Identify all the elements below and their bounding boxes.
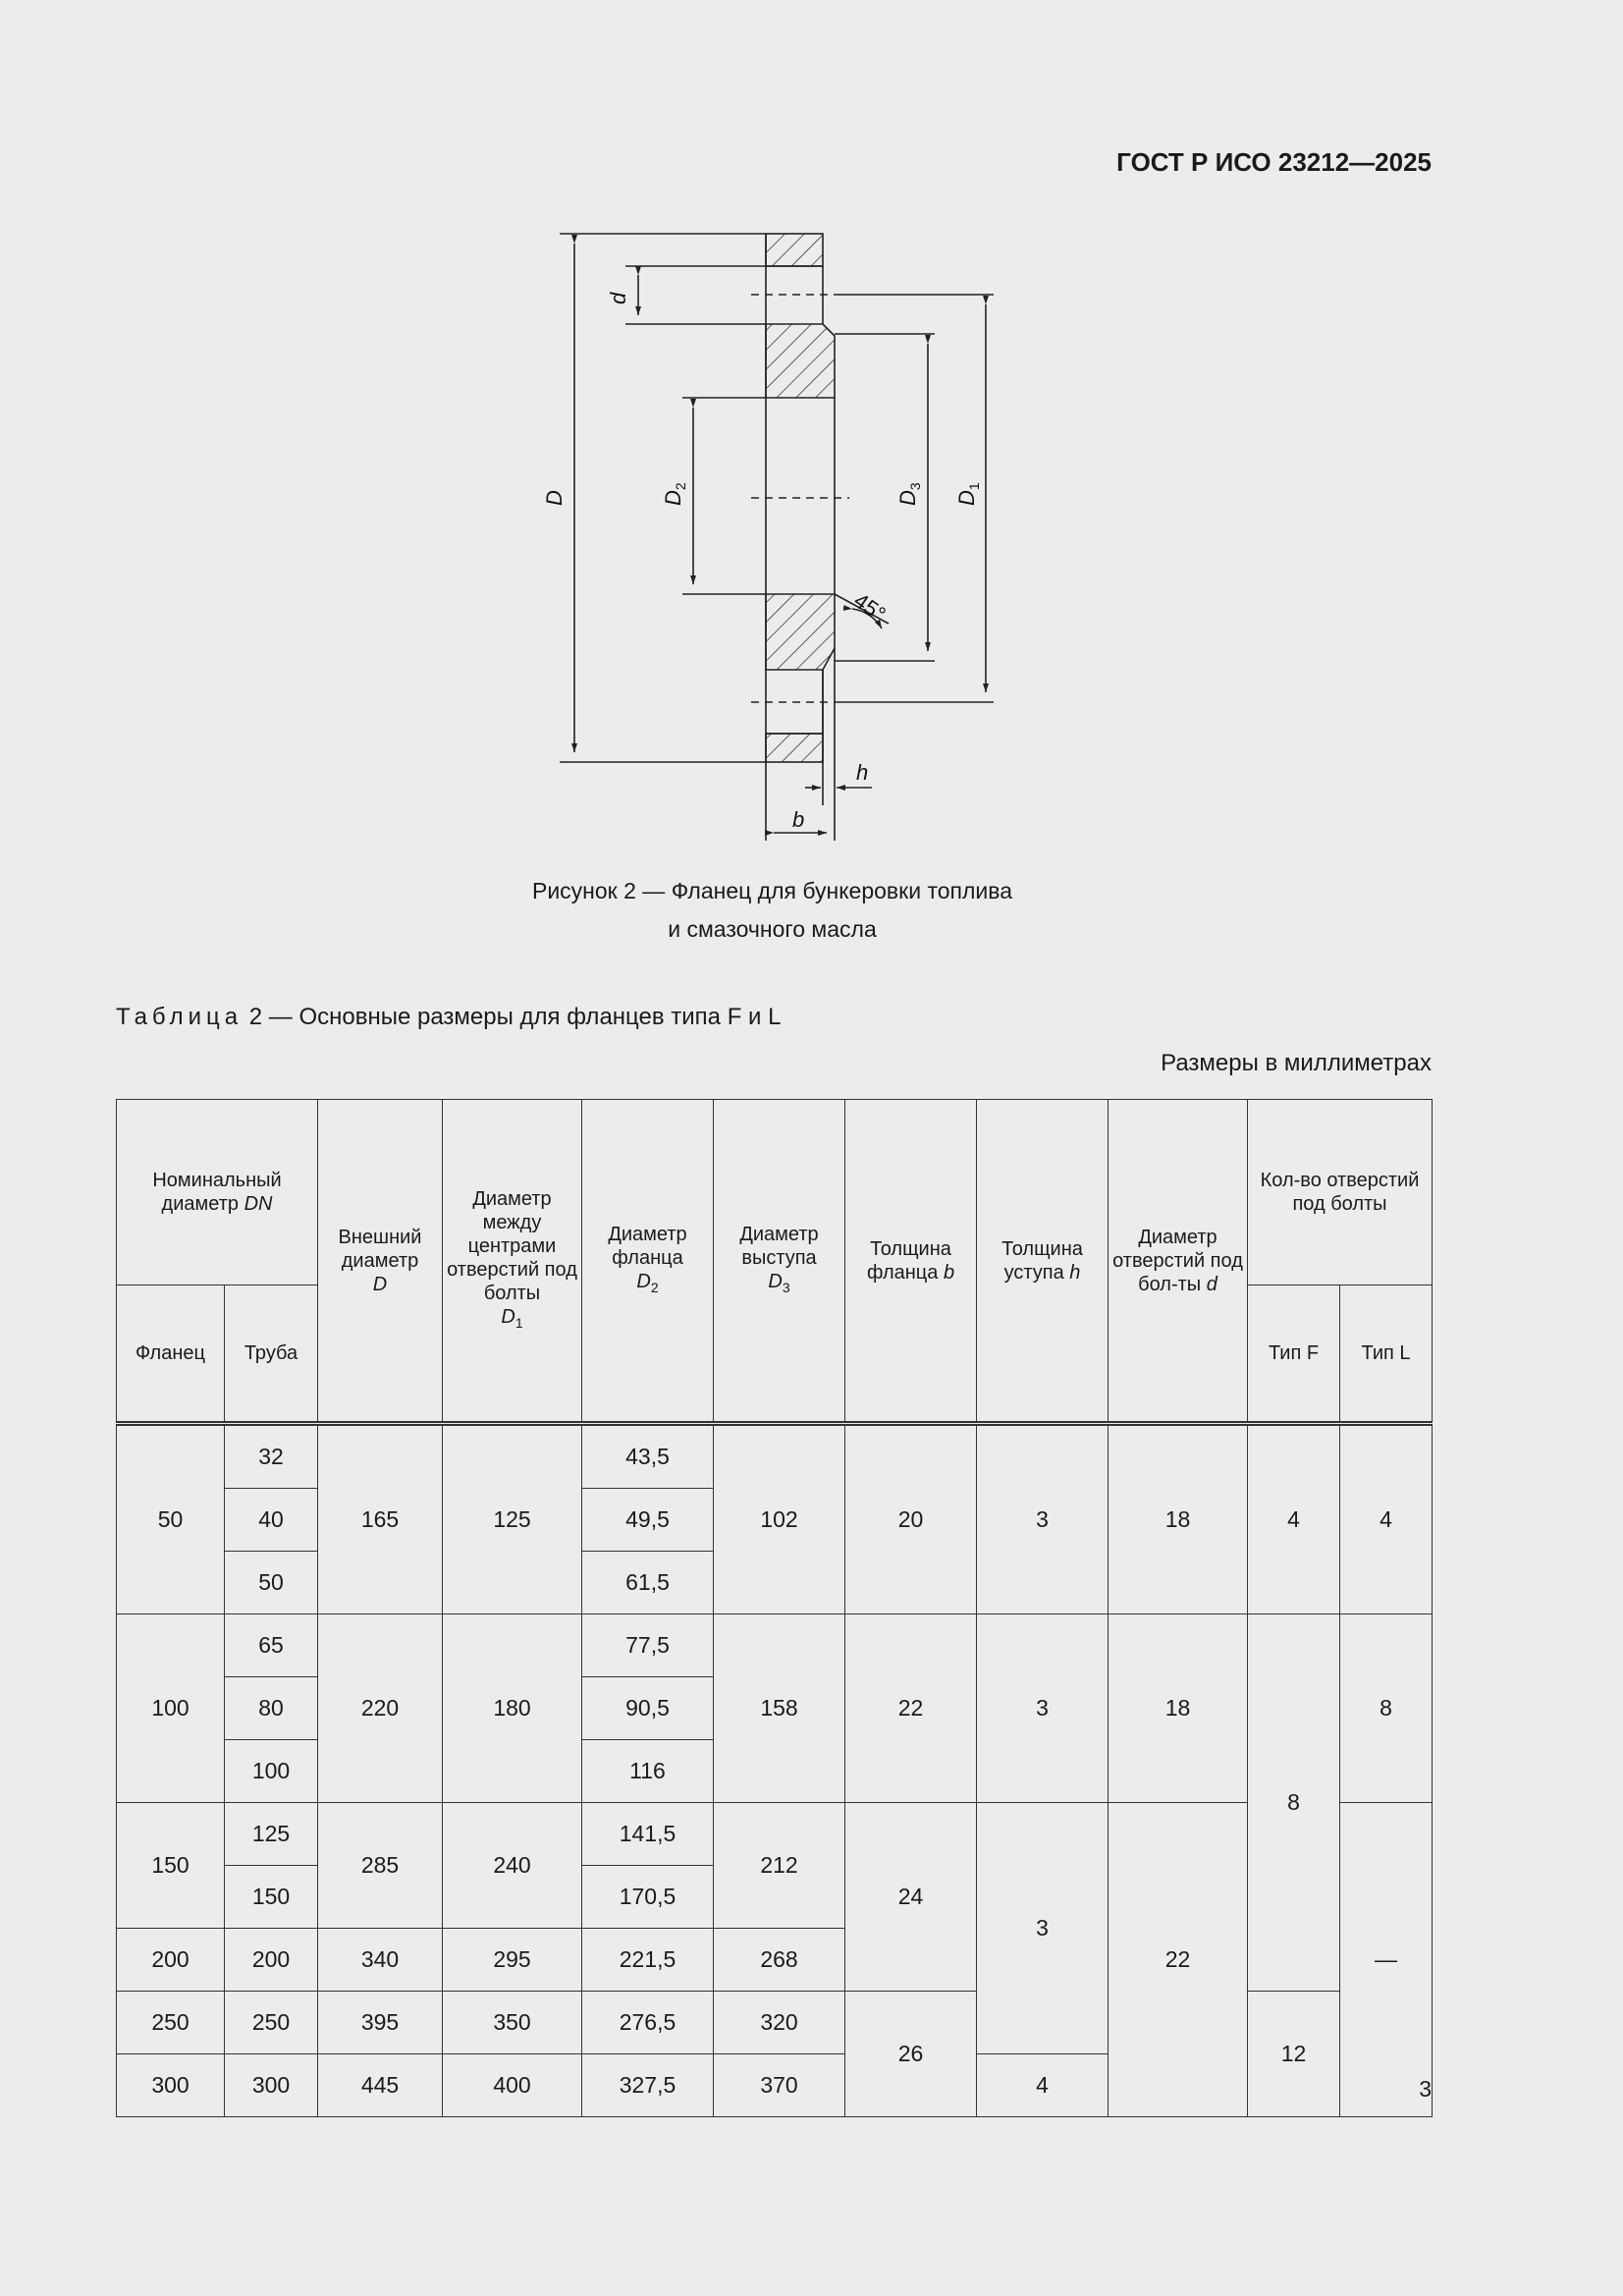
cell: 250 [117, 1992, 225, 2054]
cell: 22 [845, 1614, 977, 1803]
cell: 50 [225, 1552, 318, 1614]
cell: 295 [443, 1929, 582, 1992]
cell: 165 [318, 1424, 443, 1614]
cell: 150 [117, 1803, 225, 1929]
cell: 4 [977, 2054, 1109, 2117]
document-code: ГОСТ Р ИСО 23212—2025 [1116, 147, 1432, 177]
dim-b: b [792, 807, 805, 832]
cell: 300 [225, 2054, 318, 2117]
cell: 80 [225, 1677, 318, 1740]
cell: 350 [443, 1992, 582, 2054]
table-title: Таблица 2 — Основные размеры для фланцев типа F и L [116, 1004, 782, 1030]
figure-caption: Рисунок 2 — Фланец для бункеровки топлива и смазочного масла [531, 878, 1012, 942]
cell: 3 [977, 1614, 1109, 1803]
cell: 32 [225, 1424, 318, 1489]
cell: 77,5 [582, 1614, 714, 1677]
cell: 300 [117, 2054, 225, 2117]
cell: 3 [977, 1803, 1109, 2054]
header-step: Толщина уступа h [977, 1100, 1109, 1424]
cell: 395 [318, 1992, 443, 2054]
cell: 40 [225, 1489, 318, 1552]
header-flange: Фланец [117, 1285, 225, 1424]
table-row [117, 1424, 1433, 1489]
dim-h: h [856, 760, 869, 785]
cell: 26 [845, 1992, 977, 2117]
cell: 370 [714, 2054, 845, 2117]
header-centers: Диаметр между центрами отверстий под болты $D_1$ [443, 1100, 582, 1424]
cell: 158 [714, 1614, 845, 1803]
cell: 90,5 [582, 1677, 714, 1740]
cell: 285 [318, 1803, 443, 1929]
cell: 125 [443, 1424, 582, 1614]
header-count: Кол-во отверстий под болты [1248, 1100, 1433, 1285]
cell: 61,5 [582, 1552, 714, 1614]
cell: 43,5 [582, 1424, 714, 1489]
cell: 3 [977, 1424, 1109, 1614]
cell: 170,5 [582, 1866, 714, 1929]
table-row [117, 1803, 1433, 1866]
cell: 8 [1340, 1614, 1433, 1803]
angle-label: 45° [849, 587, 891, 628]
cell: 22 [1109, 1803, 1248, 2117]
cell: 18 [1109, 1614, 1248, 1803]
cell: 20 [845, 1424, 977, 1614]
cell: — [1340, 1803, 1433, 2117]
table-row [117, 1614, 1433, 1677]
cell: 49,5 [582, 1489, 714, 1552]
cell: 221,5 [582, 1929, 714, 1992]
dim-D3: $D_3$ [895, 482, 923, 506]
cell: 250 [225, 1992, 318, 2054]
cell: 200 [225, 1929, 318, 1992]
cell: 340 [318, 1929, 443, 1992]
cell: 4 [1340, 1424, 1433, 1614]
dim-d: d [606, 292, 630, 304]
cell: 240 [443, 1803, 582, 1929]
cell: 445 [318, 2054, 443, 2117]
cell: 150 [225, 1866, 318, 1929]
cell: 268 [714, 1929, 845, 1992]
dim-D1: $D_1$ [954, 482, 982, 506]
cell: 212 [714, 1803, 845, 1929]
header-type-l: Тип L [1340, 1285, 1433, 1424]
table-units: Размеры в миллиметрах [1161, 1050, 1432, 1076]
header-type-f: Тип F [1248, 1285, 1340, 1424]
cell: 141,5 [582, 1803, 714, 1866]
cell: 125 [225, 1803, 318, 1866]
cell: 18 [1109, 1424, 1248, 1614]
header-flange-d: Диаметр фланца $D_2$ [582, 1100, 714, 1424]
cell: 100 [117, 1614, 225, 1803]
header-nominal: Номинальный диаметр DN [117, 1100, 318, 1285]
cell: 102 [714, 1424, 845, 1614]
cell: 320 [714, 1992, 845, 2054]
cell: 200 [117, 1929, 225, 1992]
cell: 50 [117, 1424, 225, 1614]
header-pipe: Труба [225, 1285, 318, 1424]
cell: 12 [1248, 1992, 1340, 2117]
cell: 327,5 [582, 2054, 714, 2117]
header-hole: Диаметр отверстий под бол-ты d [1109, 1100, 1248, 1424]
dimensions-table [116, 1099, 1433, 2117]
cell: 220 [318, 1614, 443, 1803]
dim-D2: $D_2$ [661, 482, 688, 506]
header-outer: Внешний диаметр D [318, 1100, 443, 1424]
cell: 4 [1248, 1424, 1340, 1614]
cell: 24 [845, 1803, 977, 1992]
cell: 116 [582, 1740, 714, 1803]
page-number: 3 [1419, 2076, 1432, 2102]
cell: 400 [443, 2054, 582, 2117]
flange-drawing [511, 216, 1021, 859]
cell: 276,5 [582, 1992, 714, 2054]
cell: 180 [443, 1614, 582, 1803]
header-thickness: Толщина фланца b [845, 1100, 977, 1424]
cell: 8 [1248, 1614, 1340, 1992]
header-boss: Диаметр выступа $D_3$ [714, 1100, 845, 1424]
dim-D: D [542, 490, 567, 506]
cell: 100 [225, 1740, 318, 1803]
cell: 65 [225, 1614, 318, 1677]
